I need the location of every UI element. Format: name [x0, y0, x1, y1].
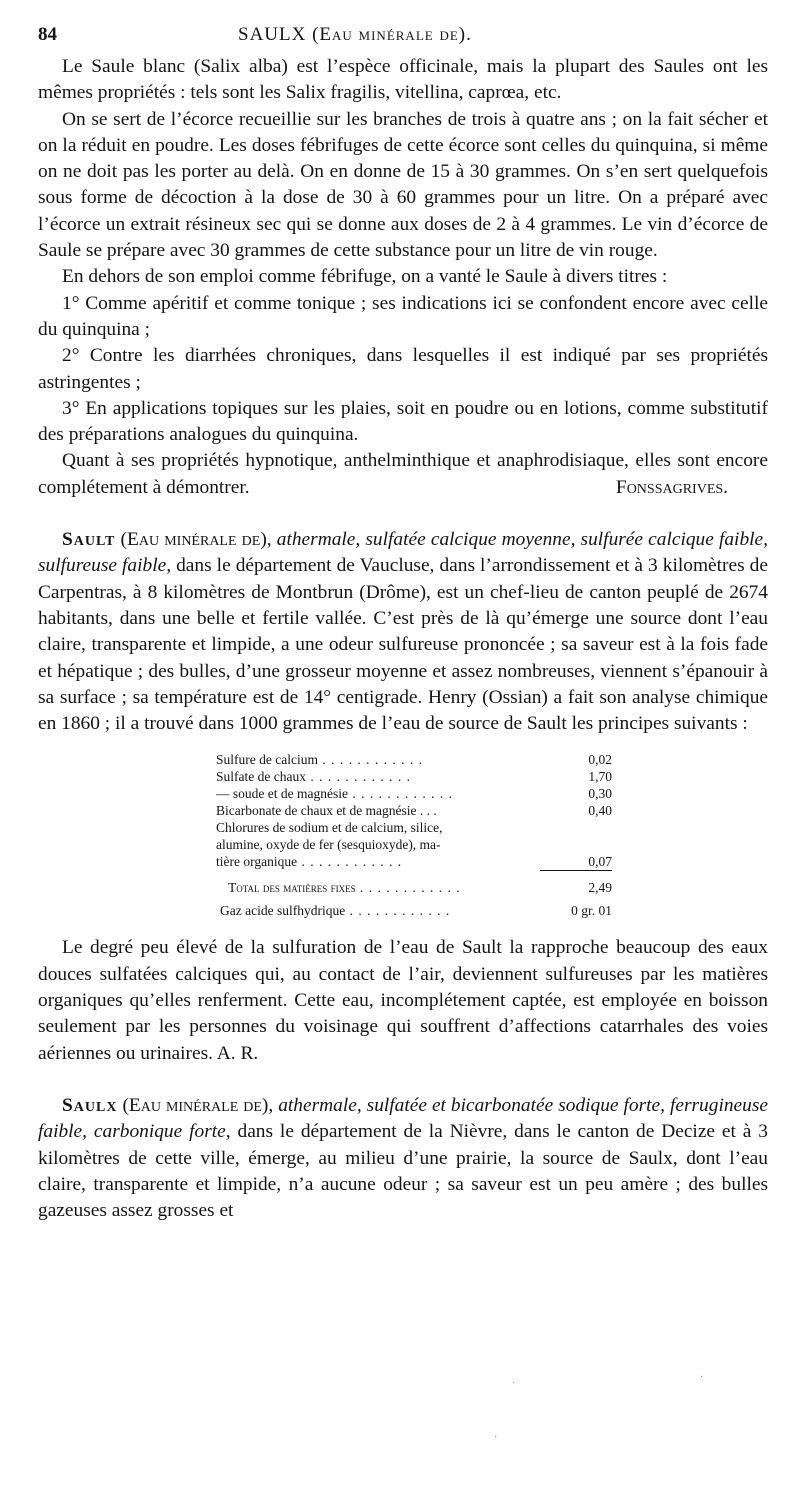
- analysis-gas-value: 0 gr. 01: [571, 903, 612, 919]
- running-title: SAULX (Eau minérale de).: [238, 24, 472, 45]
- analysis-name: Chlorures de sodium et de calcium, silice,: [216, 820, 443, 836]
- analysis-table: [216, 751, 612, 919]
- analysis-row: [216, 785, 612, 802]
- analysis-row: [216, 836, 612, 853]
- saulx-qualification: athermale, sulfatée et bicarbonatée sodique forte, ferrugineuse faible, carbonique forte,: [38, 1094, 768, 1143]
- sault-intro: [38, 527, 768, 737]
- saulx-title: Saulx: [62, 1094, 118, 1116]
- sault-entry: [38, 527, 768, 1067]
- analysis-row: [216, 853, 612, 871]
- analysis-value: 0,02: [588, 752, 612, 768]
- saulx-paren: (Eau minérale de),: [122, 1094, 274, 1116]
- analysis-row: [216, 819, 612, 836]
- analysis-value: [540, 836, 612, 853]
- analysis-total-label: Total des matières fixes . . .: [228, 880, 461, 895]
- saule-section: [38, 54, 768, 501]
- analysis-gas-label: Gaz acide sulfhydrique . . .: [220, 903, 450, 918]
- saule-item-3: 3° En applications topiques sur les plaies, soit en poudre ou en lotions, comme substitutif des préparations analogues du quinquina.: [38, 397, 768, 446]
- analysis-name: tière organique . . .: [216, 854, 402, 869]
- sault-after-paragraph: [38, 935, 768, 1066]
- analysis-row: Bicarbonate de chaux et de magnésie . . . 0,40: [216, 803, 612, 819]
- analysis-value: [540, 819, 612, 836]
- sault-author: A. R.: [216, 1042, 259, 1064]
- saule-paragraph-1: Le Saule blanc (Salix alba) est l’espèce officinale, mais la plupart des Saules ont les mêmes propriétés : tels sont les Salix fragilis, vitellina, caprœa, etc.: [38, 56, 768, 104]
- sault-after-text: Le degré peu élevé de la sulfuration de l’eau de Sault la rapproche beaucoup des eaux douces sulfatées calciques qui, au contact de l’air, deviennent sulfureuses par les matières organiques qu’elles renferment. Cette eau, incomplétement captée, est employée en boisson seulement par les personnes du voisinage qui souffrent d’affections catarrhales des voies aériennes ou urinaires.: [38, 937, 768, 1064]
- page-number: 84: [38, 24, 57, 45]
- saulx-entry: [38, 1093, 768, 1224]
- analysis-name: Sulfure de calcium . . .: [216, 752, 423, 767]
- saule-item-2: 2° Contre les diarrhées chroniques, dans lesquelles il est indiqué par ses propriétés astringentes ;: [38, 345, 768, 393]
- running-header: [38, 24, 768, 54]
- analysis-value: 1,70: [588, 769, 612, 785]
- sault-paren: (Eau minérale de),: [120, 529, 272, 551]
- analysis-name: — soude et de magnésie . . .: [216, 786, 453, 801]
- analysis-name: alumine, oxyde de fer (sesquioxyde), ma-: [216, 837, 441, 853]
- analysis-row: [216, 751, 612, 768]
- scan-speck: ·: [494, 1432, 498, 1443]
- scan-speck: ·: [700, 1372, 704, 1383]
- saulx-text: dans le département de la Nièvre, dans le canton de Decize et à 3 kilomètres de cette ville, émerge, au milieu d’une prairie, la source de Saulx, dont l’eau claire, transparente et limpide, n’a aucune odeur ; sa saveur est un peu amère ; des bulles gazeuses assez grosses et: [38, 1121, 769, 1222]
- analysis-name: Sulfate de chaux . . .: [216, 769, 411, 784]
- saule-item-1: 1° Comme apéritif et comme tonique ; ses indications ici se confondent encore avec celle du quinquina ;: [38, 292, 768, 340]
- saule-author: Fonssagrives.: [615, 476, 728, 498]
- analysis-name: Bicarbonate de chaux et de magnésie: [216, 803, 417, 819]
- scan-speck: ·: [512, 1378, 516, 1389]
- page: [38, 24, 768, 1224]
- sault-title: Sault: [62, 529, 116, 551]
- saule-paragraph-3: En dehors de son emploi comme fébrifuge, on a vanté le Saule à divers titres :: [62, 266, 668, 288]
- analysis-value: 0,07: [588, 854, 612, 870]
- analysis-total-value: 2,49: [540, 871, 612, 897]
- saulx-intro: [38, 1093, 768, 1224]
- analysis-row: [216, 768, 612, 785]
- analysis-gas-row: [216, 896, 612, 919]
- saule-paragraph-2: On se sert de l’écorce recueillie sur les branches de trois à quatre ans ; on la fait sécher et on la réduit en poudre. Les doses fébrifuges de cette écorce sont celles du quinquina, si même on ne doit pas les porter au delà. On en donne de 15 à 30 grammes. On s’en sert quelquefois sous forme de décoction à la dose de 30 à 60 grammes pour un litre. On a préparé avec l’écorce un extrait résineux sec qui se donne aux doses de 2 à 4 grammes. Le vin d’écorce de Saule se prépare avec 30 grammes de cette substance pour un litre de vin rouge.: [38, 108, 768, 262]
- analysis-total-row: [216, 871, 612, 897]
- saule-last-paragraph: [38, 448, 768, 501]
- sault-qualification: athermale, sulfatée calcique moyenne, sulfurée calcique faible, sulfureuse faible,: [38, 529, 768, 577]
- analysis-value: 0,40: [588, 803, 612, 819]
- sault-text: dans le département de Vaucluse, dans l’arrondissement et à 3 kilomètres de Carpentras, à 8 kilomètres de Montbrun (Drôme), est un chef-lieu de canton peuplé de 2674 habitants, dans une belle et fertile vallée. C’est près de là qu’émerge une source dont l’eau claire, transparente et limpide, a une odeur sulfureuse prononcée ; sa saveur est à la fois fade et hépatique ; des bulles, d’une grosseur moyenne et assez nombreuses, viennent s’épanouir à sa surface ; sa température est de 14° centigrade. Henry (Ossian) a fait son analyse chimique en 1860 ; il a trouvé dans 1000 grammes de l’eau de source de Sault les principes suivants :: [38, 555, 768, 735]
- analysis-value: 0,30: [588, 786, 612, 802]
- saule-last-text: Quant à ses propriétés hypnotique, anthelminthique et anaphrodisiaque, elles sont encore complétement à démontrer.: [38, 450, 768, 498]
